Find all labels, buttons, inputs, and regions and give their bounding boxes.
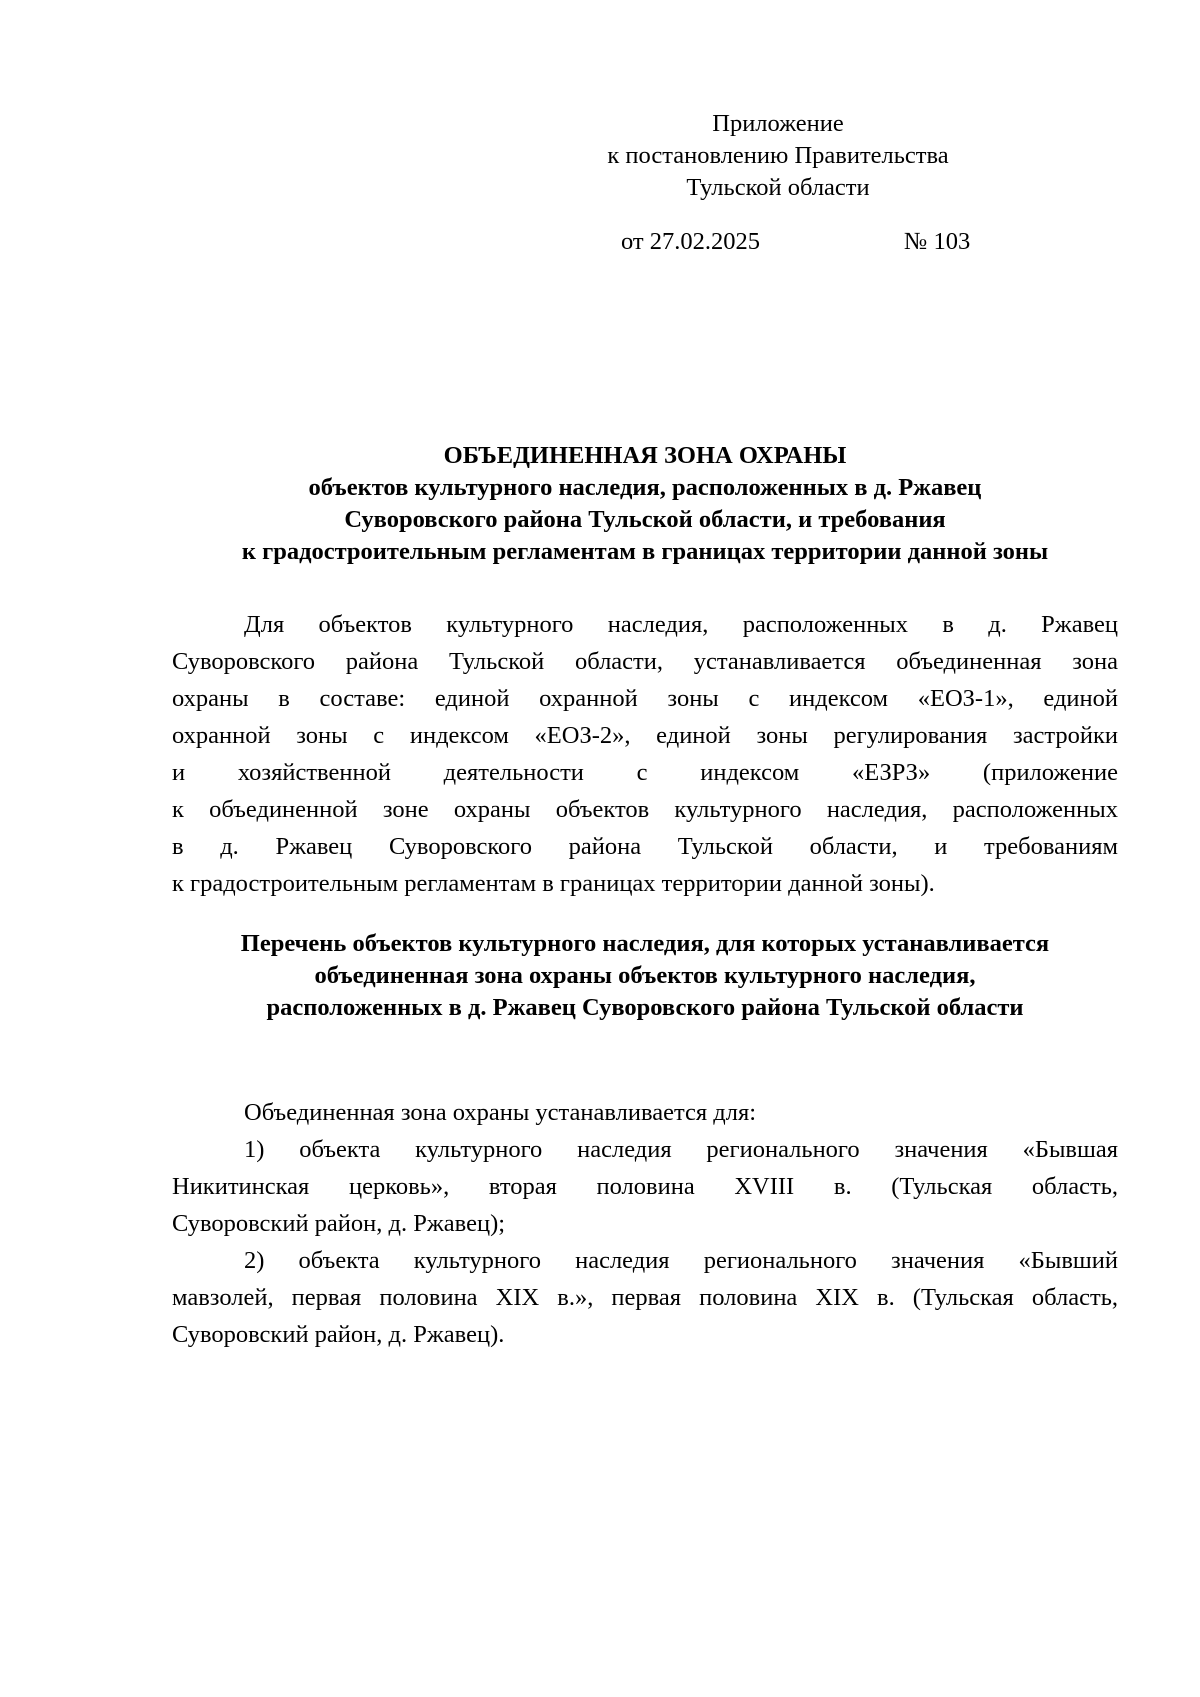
list-item xyxy=(172,1131,1118,1242)
paragraph-line: охраны в составе: единой охранной зоны с индексом «ЕОЗ-1», единой xyxy=(172,685,1118,712)
paragraph-line: в д. Ржавец Суворовского района Тульской области, и требованиям xyxy=(172,833,1118,860)
paragraph-line: Суворовского района Тульской области, устанавливается объединенная зона xyxy=(172,648,1118,675)
paragraph-line: и хозяйственной деятельности с индексом «ЕЗРЗ» (приложение xyxy=(172,759,1118,786)
list-item-line: Никитинская церковь», вторая половина XVIII в. (Тульская область, xyxy=(172,1173,1118,1200)
appendix-header xyxy=(580,108,976,204)
list-heading-line-2: объединенная зона охраны объектов культурного наследия, xyxy=(314,962,976,989)
paragraph-line: Для объектов культурного наследия, расположенных в д. Ржавец xyxy=(244,611,1118,638)
title-line-2: объектов культурного наследия, расположенных в д. Ржавец xyxy=(308,474,982,501)
list-heading xyxy=(172,928,1118,1024)
document-date: от 27.02.2025 xyxy=(621,228,761,255)
list-intro-line: Объединенная зона охраны устанавливается для: xyxy=(244,1099,757,1126)
list-item-line: 1) объекта культурного наследия регионального значения «Бывшая xyxy=(244,1136,1118,1163)
list-heading-line-3: расположенных в д. Ржавец Суворовского района Тульской области xyxy=(266,994,1024,1021)
list-heading-line-1: Перечень объектов культурного наследия, для которых устанавливается xyxy=(240,930,1050,957)
title-line-1: ОБЪЕДИНЕННАЯ ЗОНА ОХРАНЫ xyxy=(443,442,847,469)
title-line-3: Суворовского района Тульской области, и требования xyxy=(344,506,946,533)
paragraph-line: охранной зоны с индексом «ЕОЗ-2», единой зоны регулирования застройки xyxy=(172,722,1118,749)
document-title xyxy=(172,440,1118,568)
appendix-line-1: Приложение xyxy=(712,110,844,137)
document-number: № 103 xyxy=(904,228,971,255)
list-item-line: Суворовский район, д. Ржавец); xyxy=(172,1210,506,1237)
list-intro xyxy=(172,1094,1118,1131)
appendix-line-2: к постановлению Правительства xyxy=(607,142,949,169)
appendix-line-3: Тульской области xyxy=(686,174,870,201)
list-item xyxy=(172,1242,1118,1353)
paragraph-zone-composition xyxy=(172,606,1118,902)
paragraph-line: к градостроительным регламентам в границах территории данной зоны). xyxy=(172,870,935,897)
paragraph-line: к объединенной зоне охраны объектов культурного наследия, расположенных xyxy=(172,796,1118,823)
list-item-line: мавзолей, первая половина XIX в.», первая половина XIX в. (Тульская область, xyxy=(172,1284,1118,1311)
title-line-4: к градостроительным регламентам в границах территории данной зоны xyxy=(241,538,1049,565)
list-item-line: 2) объекта культурного наследия регионального значения «Бывший xyxy=(244,1247,1118,1274)
list-item-line: Суворовский район, д. Ржавец). xyxy=(172,1321,505,1348)
